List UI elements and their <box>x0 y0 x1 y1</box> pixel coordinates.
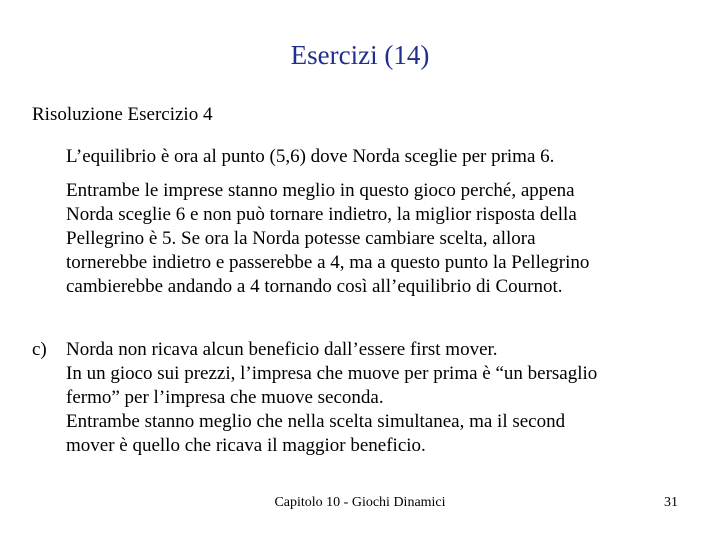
list-item-line: Entrambe stanno meglio che nella scelta simultanea, ma il second <box>66 411 566 432</box>
list-item-line: mover è quello che ricava il maggior beneficio. <box>66 435 426 456</box>
list-item-line: fermo” per l’impresa che muove seconda. <box>66 387 384 408</box>
footer-chapter: Capitolo 10 - Giochi Dinamici <box>274 495 446 510</box>
list-item-line: In un gioco sui prezzi, l’impresa che muove per prima è “un bersaglio <box>66 363 598 384</box>
list-item-c <box>32 338 692 458</box>
paragraph-line: cambierebbe andando a 4 tornando così all’equilibrio di Cournot. <box>66 276 563 297</box>
section-heading: Risoluzione Esercizio 4 <box>32 104 213 125</box>
list-item-line: Norda non ricava alcun beneficio dall’essere first mover. <box>66 339 498 360</box>
paragraph-line: Entrambe le imprese stanno meglio in questo gioco perché, appena <box>66 180 575 201</box>
list-marker: c) <box>32 339 47 360</box>
paragraph-line: Norda sceglie 6 e non può tornare indietro, la miglior risposta della <box>66 204 577 225</box>
slide-title: Esercizi (14) <box>290 40 430 70</box>
list-item-body <box>66 338 692 458</box>
page-number: 31 <box>664 495 678 510</box>
paragraph-line: Pellegrino è 5. Se ora la Norda potesse cambiare scelta, allora <box>66 228 536 249</box>
paragraph-line: tornerebbe indietro e passerebbe a 4, ma a questo punto la Pellegrino <box>66 252 590 273</box>
paragraph-equilibrium: L’equilibrio è ora al punto (5,6) dove Norda sceglie per prima 6. <box>66 146 555 167</box>
paragraph-explanation <box>66 179 678 299</box>
